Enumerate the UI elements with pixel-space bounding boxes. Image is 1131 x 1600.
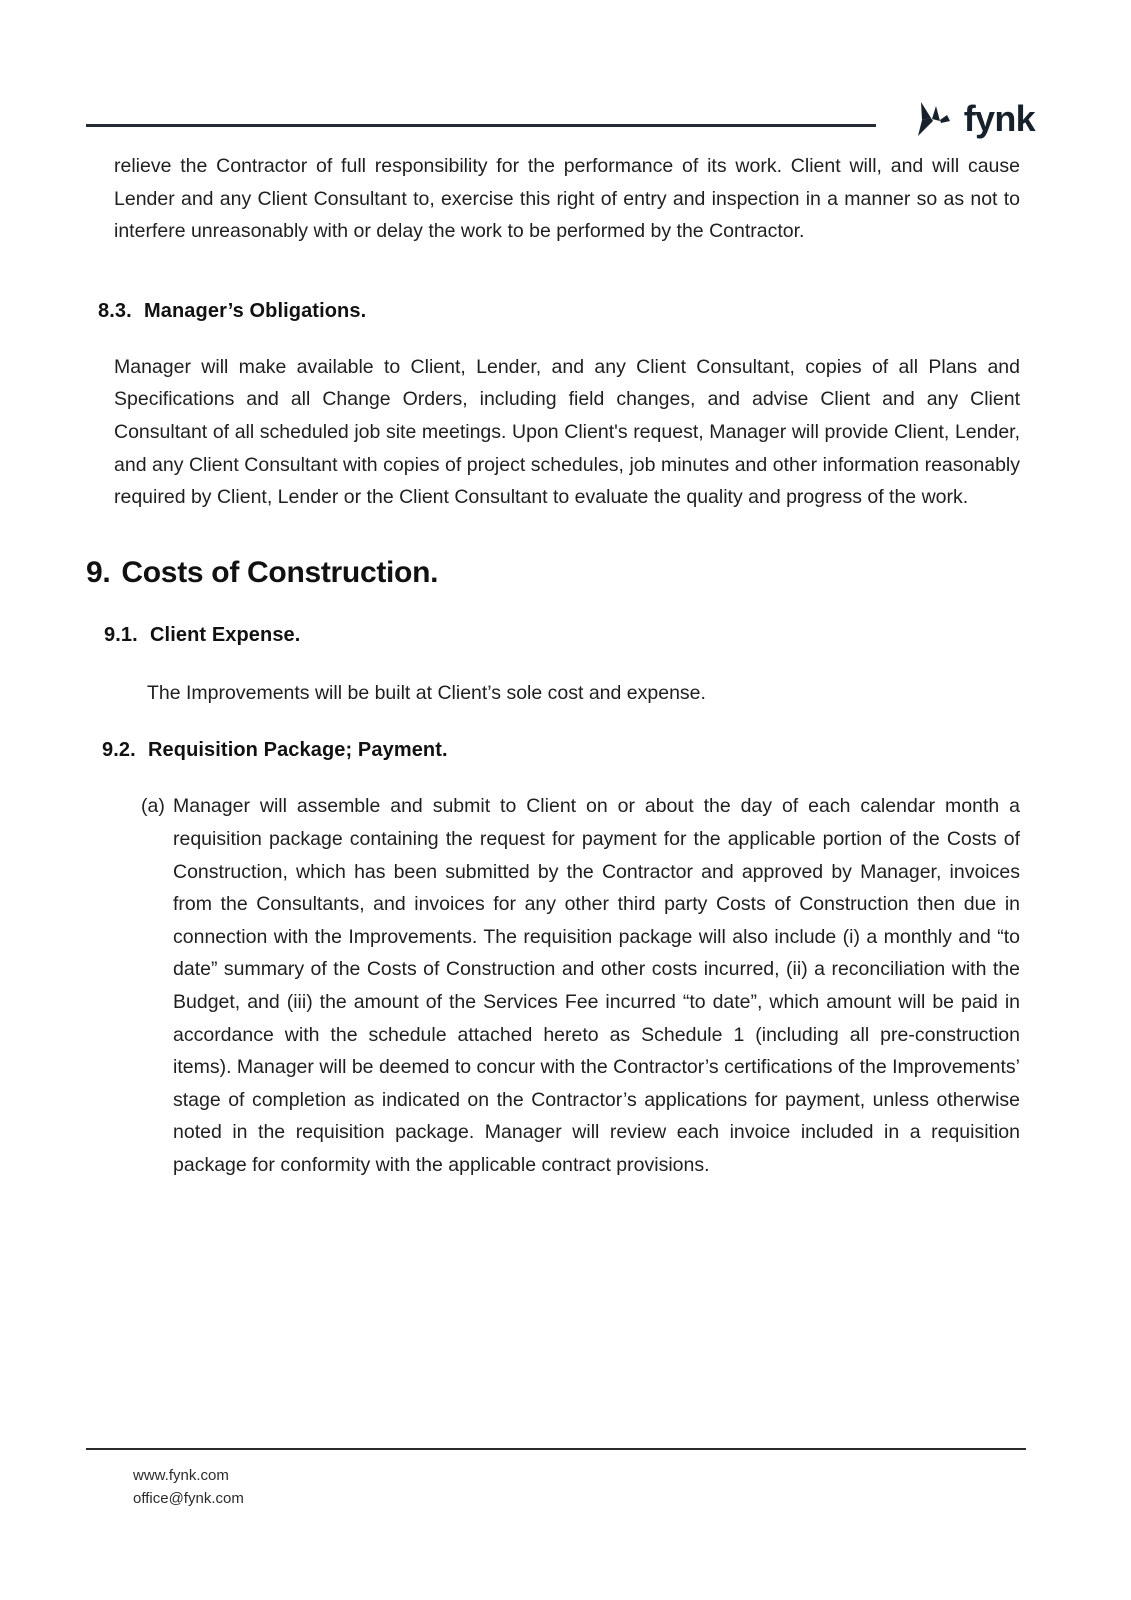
list-item-marker: (a) <box>141 795 165 818</box>
page-header <box>0 0 1131 150</box>
brand-name: fynk <box>963 98 1035 139</box>
section-heading-9-1 <box>104 624 1131 647</box>
section-title-9-2: Requisition Package; Payment. <box>148 739 448 762</box>
page-footer <box>0 1440 1131 1600</box>
section-heading-8-3 <box>98 300 1131 323</box>
section-heading-9-2 <box>102 739 1131 762</box>
footer-contact <box>133 1464 244 1510</box>
section-heading-9 <box>86 556 1131 590</box>
section-number-9: 9. <box>86 555 111 589</box>
section-number-9-1: 9.1. <box>104 623 138 646</box>
list-item-text: Manager will assemble and submit to Client on or about the day of each calendar month a requisition package containing the request for payment for the applicable portion of the Costs of Construction, which has been submitted by the Contractor and approved by Manager, invoices from the Consultants, and invoices for any other third party Costs of Construction then due in connection with the Improvements. The requisition package will also include (i) a monthly and “to date” summary of the Costs of Construction and other costs incurred, (ii) a reconciliation with the Budget, and (iii) the amount of the Services Fee incurred “to date”, which amount will be paid in accordance with the schedule attached hereto as Schedule 1 (including all pre-construction items). Manager will be deemed to concur with the Contractor’s certifications of the Improvements’ stage of completion as indicated on the Contractor’s applications for payment, unless otherwise noted in the requisition package. Manager will review each invoice included in a requisition package for conformity with the applicable contract provisions. <box>173 795 1020 1176</box>
section-number-9-2: 9.2. <box>102 739 136 762</box>
section-number-8-3: 8.3. <box>98 299 132 322</box>
footer-divider <box>86 1448 1026 1450</box>
footer-email[interactable]: office@fynk.com <box>133 1490 244 1507</box>
footer-website[interactable]: www.fynk.com <box>133 1467 229 1484</box>
list-item <box>141 790 1020 1181</box>
section-title-9-1: Client Expense. <box>150 623 301 646</box>
section-title-9: Costs of Construction. <box>121 555 439 589</box>
section-8-3-body: Manager will make available to Client, Lender, and any Client Consultant, copies of all Plans and Specifications and all Change Orders, including field changes, and advise Client and any Client Consultant of all scheduled job site meetings. Upon Client's request, Manager will provide Client, Lender, and any Client Consultant with copies of project schedules, job minutes and other information reasonably required by Client, Lender or the Client Consultant to evaluate the quality and progress of the work. <box>114 355 1020 509</box>
section-title-8-3: Manager’s Obligations. <box>144 299 367 322</box>
document-content <box>0 150 1131 1181</box>
section-9-1-body: The Improvements will be built at Client’s sole cost and expense. <box>147 681 706 704</box>
continuation-paragraph: relieve the Contractor of full responsibility for the performance of its work. Client will, and will cause Lender and any Client Consultant to, exercise this right of entry and inspection in a manner so as not to interfere unreasonably with or delay the work to be performed by the Contractor. <box>114 155 1020 243</box>
origami-bird-icon <box>909 99 953 139</box>
header-divider <box>86 124 876 127</box>
brand-logo <box>909 99 1035 139</box>
